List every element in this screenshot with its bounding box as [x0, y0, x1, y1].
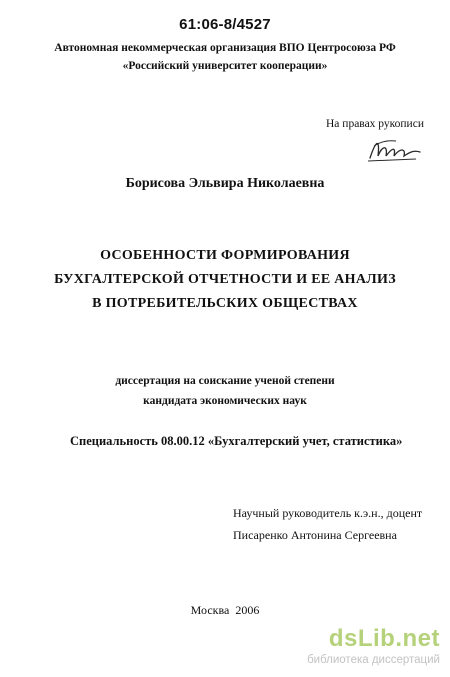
degree-line-1: диссертация на соискание ученой степени	[115, 375, 335, 387]
degree-info	[0, 371, 450, 411]
organization-line-2: «Российский университет кооперации»	[122, 60, 328, 72]
degree-line-2: кандидата экономических наук	[143, 395, 307, 407]
author-name: Борисова Эльвира Николаевна	[125, 176, 325, 191]
watermark-logo: dsLib.net	[328, 625, 440, 652]
watermark	[300, 626, 450, 668]
title-line-3: В ПОТРЕБИТЕЛЬСКИХ ОБЩЕСТВАХ	[92, 296, 358, 311]
manuscript-rights-label: На правах рукописи	[326, 118, 424, 130]
city-year: Москва 2006	[190, 603, 260, 617]
supervisor-name: Писаренко Антонина Сергеевна	[233, 528, 397, 542]
supervisor-block	[233, 502, 422, 546]
title-line-2: БУХГАЛТЕРСКОЙ ОТЧЕТНОСТИ И ЕЕ АНАЛИЗ	[54, 272, 396, 287]
specialty: Специальность 08.00.12 «Бухгалтерский учет, статистика»	[70, 434, 403, 448]
organization-line-1: Автономная некоммерческая организация ВПО Центросоюза РФ	[54, 42, 396, 54]
document-code: 61:06-8/4527	[179, 16, 271, 33]
dissertation-title	[0, 244, 450, 316]
watermark-subtitle: библиотека диссертаций	[307, 654, 440, 666]
title-line-1: ОСОБЕННОСТИ ФОРМИРОВАНИЯ	[100, 248, 350, 263]
supervisor-role: Научный руководитель к.э.н., доцент	[233, 506, 423, 520]
handwritten-signature	[366, 134, 422, 164]
